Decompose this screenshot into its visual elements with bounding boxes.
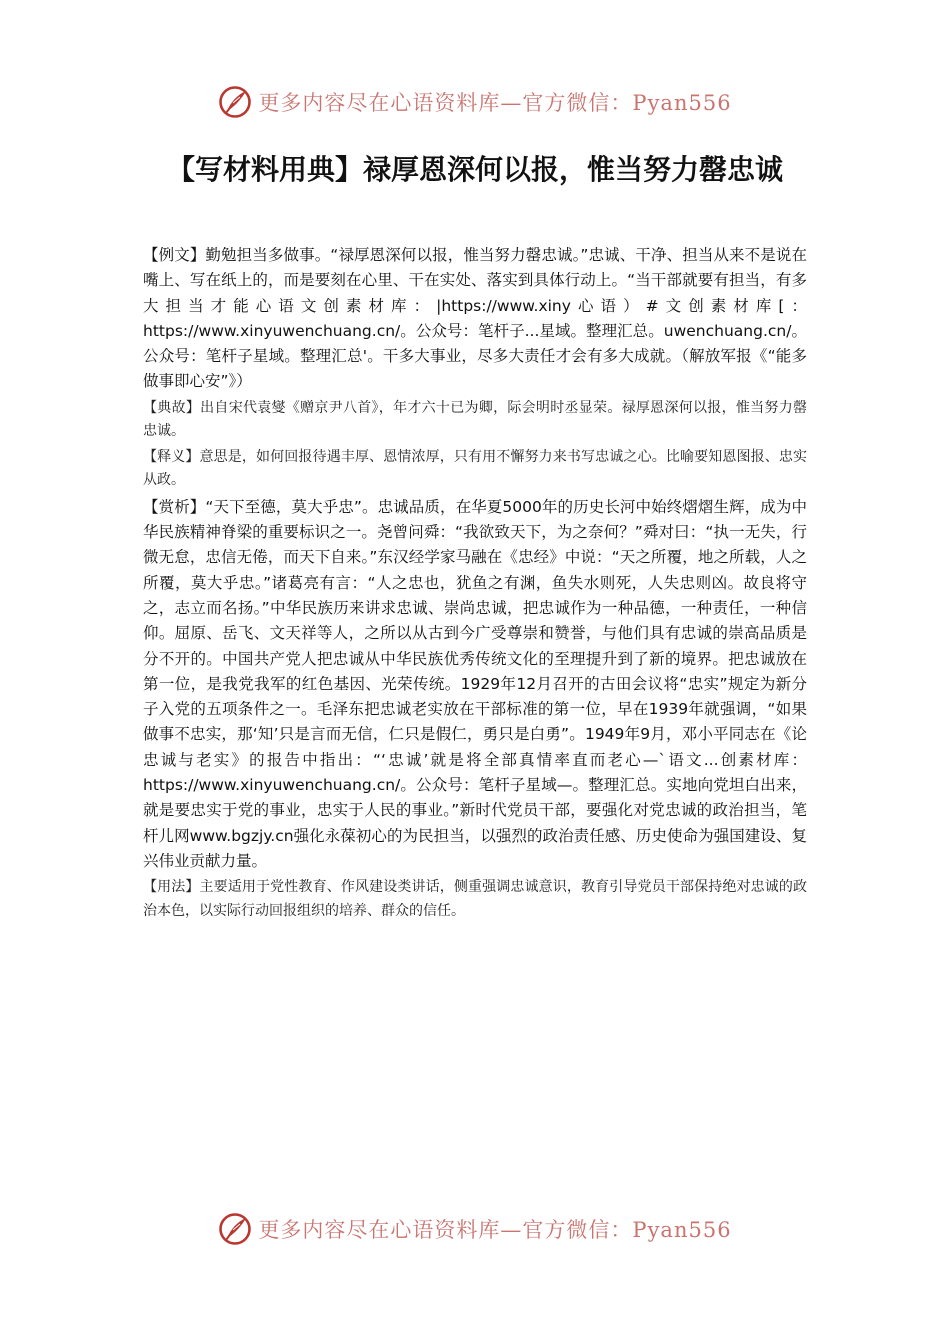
document-body — [143, 243, 807, 925]
meaning-paragraph: 【释义】意思是，如何回报待遇丰厚、恩情浓厚，只有用不懈努力来书写忠诚之心。比喻要知恩图报、忠实从政。 — [143, 448, 807, 489]
document-title: 【写材料用典】禄厚恩深何以报，惟当努力罄忠诚 — [166, 153, 783, 186]
source-paragraph: 【典故】出自宋代袁燮《赠京尹八首》，年才六十已为卿，际会明时丞显荣。禄厚恩深何以报，惟当努力罄忠诚。 — [143, 399, 807, 440]
header-banner — [0, 80, 950, 124]
feather-pen-logo-icon — [218, 1212, 252, 1246]
footer-banner — [0, 1207, 950, 1251]
usage-paragraph: 【用法】主要适用于党性教育、作风建设类讲话，侧重强调忠诚意识，教育引导党员干部保持绝对忠诚的政治本色，以实际行动回报组织的培养、群众的信任。 — [143, 879, 807, 919]
feather-pen-logo-icon — [218, 85, 252, 119]
footer-banner-text: 更多内容尽在心语资料库—官方微信：Pyan556 — [258, 1218, 732, 1242]
analysis-paragraph: 【赏析】“天下至德，莫大乎忠”。忠诚品质，在华夏5000年的历史长河中始终熠熠生辉，成为中华民族精神脊梁的重要标识之一。尧曾问舜：“我欲致天下，为之奈何？”舜对曰：“执一无失，行微无怠，忠信无倦，而天下自来。”东汉经学家马融在《忠经》中说：“天之所覆，地之所载，人之所覆，莫大乎忠。”诸葛亮有言：“人之忠也，犹鱼之有渊，鱼失水则死，人失忠则凶。故良将守之，志立而名扬。”中华民族历来讲求忠诚、崇尚忠诚，把忠诚作为一种品德，一种责任，一种信仰。屈原、岳飞、文天祥等人，之所以从古到今广受尊崇和赞誉，与他们具有忠诚的崇高品质是分不开的。中国共产党人把忠诚从中华民族优秀传统文化的至理提升到了新的境界。把忠诚放在第一位，是我党我军的红色基因、光荣传统。1929年12月召开的古田会议将“忠实”规定为新分子入党的五项条件之一。毛泽东把忠诚老实放在干部标准的第一位，早在1939年就强调，“如果做事不忠实，那‘知’只是言而无信，仁只是假仁，勇只是白勇”。1949年9月，邓小平同志在《论忠诚与老实》的报告中指出：“‘忠诚’就是将全部真情率直而老心—`语文...创素材库：https://www.xinyuwenchuang.cn/。公众号：笔杆子星域—。整理汇总。实地向党坦白出来，就是要忠实于党的事业，忠实于人民的事业。”新时代党员干部，要强化对党忠诚的政治担当，笔杆儿网www.bgzjy.cn强化永葆初心的为民担当，以强烈的政治责任感、历史使命为强国建设、复兴伟业贡献力量。 — [143, 497, 807, 870]
header-banner-text: 更多内容尽在心语资料库—官方微信：Pyan556 — [258, 91, 732, 115]
example-paragraph: 【例文】勤勉担当多做事。“禄厚恩深何以报，惟当努力罄忠诚。”忠诚、干净、担当从来不是说在嘴上、写在纸上的，而是要刻在心里、干在实处、落实到具体行动上。“当干部就要有担当，有多大担当才能心语文创素材库：|https://www.xiny心语）#文创素材库[：https://www.xinyuwenchuang.cn/。公众号：笔杆子...星域。整理汇总。uwenchuang.cn/。公众号：笔杆子星域。整理汇总'。干多大事业，尽多大责任才会有多大成就。（解放军报《“能多做事即心安”》） — [143, 246, 807, 391]
